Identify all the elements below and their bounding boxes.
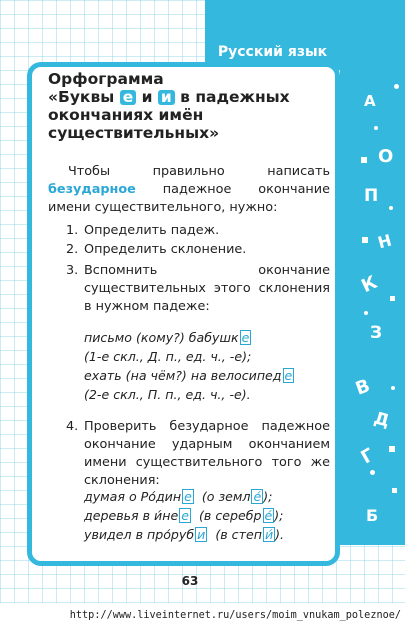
ending-box: и́ (264, 527, 274, 542)
example-line: (2-е скл., П. п., ед. ч., -е). (84, 387, 251, 402)
side-letter-z: З (370, 323, 383, 343)
check-text: (в степ (215, 527, 262, 542)
decor-square (362, 237, 368, 243)
check-close: ); (263, 489, 273, 504)
ending-box: е́ (264, 508, 273, 523)
example-text: ехать (на чём?) на велосипед (84, 368, 282, 383)
check-close: ); (274, 508, 284, 523)
step-2 (66, 241, 330, 259)
ending-box: е (284, 368, 293, 383)
example-line (84, 506, 334, 525)
title-letter-i: и (158, 90, 175, 105)
example-line (84, 366, 334, 385)
title-line-2 (48, 88, 328, 106)
title-prefix: «Буквы (48, 88, 120, 106)
step-number: 1. (66, 223, 79, 238)
decor-dot (370, 470, 375, 475)
decor-dot (389, 206, 393, 210)
example-line (84, 328, 334, 347)
example-text: деревья в и́не (84, 508, 179, 523)
step-3 (66, 262, 330, 316)
source-watermark: http://www.liveinternet.ru/users/moim_vnukam_poleznoe/ (0, 603, 405, 629)
step-number: 4. (66, 419, 79, 434)
step-1 (66, 222, 330, 240)
step-text: Проверить безударное падежное окончание ударным окончанием имени существительного того же склонения: (84, 419, 330, 488)
step-4 (66, 418, 330, 490)
example-text: письмо (кому?) бабушк (84, 330, 239, 345)
ending-box: е́ (253, 489, 262, 504)
side-letter-o: О (378, 146, 394, 167)
subject-label: Русский язык (217, 44, 328, 60)
side-letter-v: В (352, 375, 373, 400)
intro-before: Чтобы правильно написать (68, 164, 330, 179)
side-letter-a: А (364, 92, 376, 110)
ending-box: и (197, 527, 206, 542)
title-line-1: Орфограмма (48, 70, 164, 88)
decor-dot (391, 386, 395, 390)
check-text: (в серебр (198, 508, 262, 523)
ending-box: е (241, 330, 250, 345)
step-number: 2. (66, 242, 79, 257)
side-letter-d: Д (371, 408, 392, 432)
side-letter-p: П (364, 186, 379, 206)
title-suffix: в падежных (174, 88, 290, 106)
decor-dot (394, 84, 399, 89)
ending-box: е (181, 508, 189, 523)
title-line-3: окончаниях имён (48, 106, 204, 124)
example-block-1 (84, 328, 334, 404)
example-line: (1-е скл., Д. п., ед. ч., -е); (84, 349, 252, 364)
title-conj: и (136, 88, 158, 106)
example-text: думая о Ро́дин (84, 489, 182, 504)
title-letter-e: е (120, 90, 137, 105)
side-letter-b: Б (366, 506, 379, 525)
example-text: увидел в про́руб (84, 527, 195, 542)
step-number: 3. (66, 263, 79, 278)
example-block-2 (84, 487, 334, 544)
title-line-4: существительных» (48, 124, 220, 142)
decor-square (389, 446, 395, 452)
decor-square (390, 296, 395, 301)
decor-square (392, 488, 397, 493)
step-text: Определить склонение. (84, 242, 247, 257)
side-letter-g: Г (357, 444, 378, 469)
intro-paragraph (48, 163, 330, 217)
decor-dot (364, 311, 368, 315)
step-text: Определить падеж. (84, 223, 220, 238)
example-line (84, 525, 334, 544)
side-letter-k: К (358, 271, 381, 298)
side-letter-n: Н (375, 230, 394, 253)
decor-square (361, 157, 367, 163)
check-close: ). (275, 527, 285, 542)
intro-accent: безударное (48, 182, 136, 197)
decor-dot (374, 126, 378, 130)
intro-after: падежное окончание имени существительного, нужно: (48, 182, 330, 215)
page-number: 63 (181, 574, 199, 588)
example-line (84, 487, 334, 506)
ending-box: е (184, 489, 192, 504)
step-text: Вспомнить окончание существительных этого склонения в нужном падеже: (84, 263, 330, 314)
check-text: (о земл (201, 489, 251, 504)
rule-title (48, 70, 328, 142)
